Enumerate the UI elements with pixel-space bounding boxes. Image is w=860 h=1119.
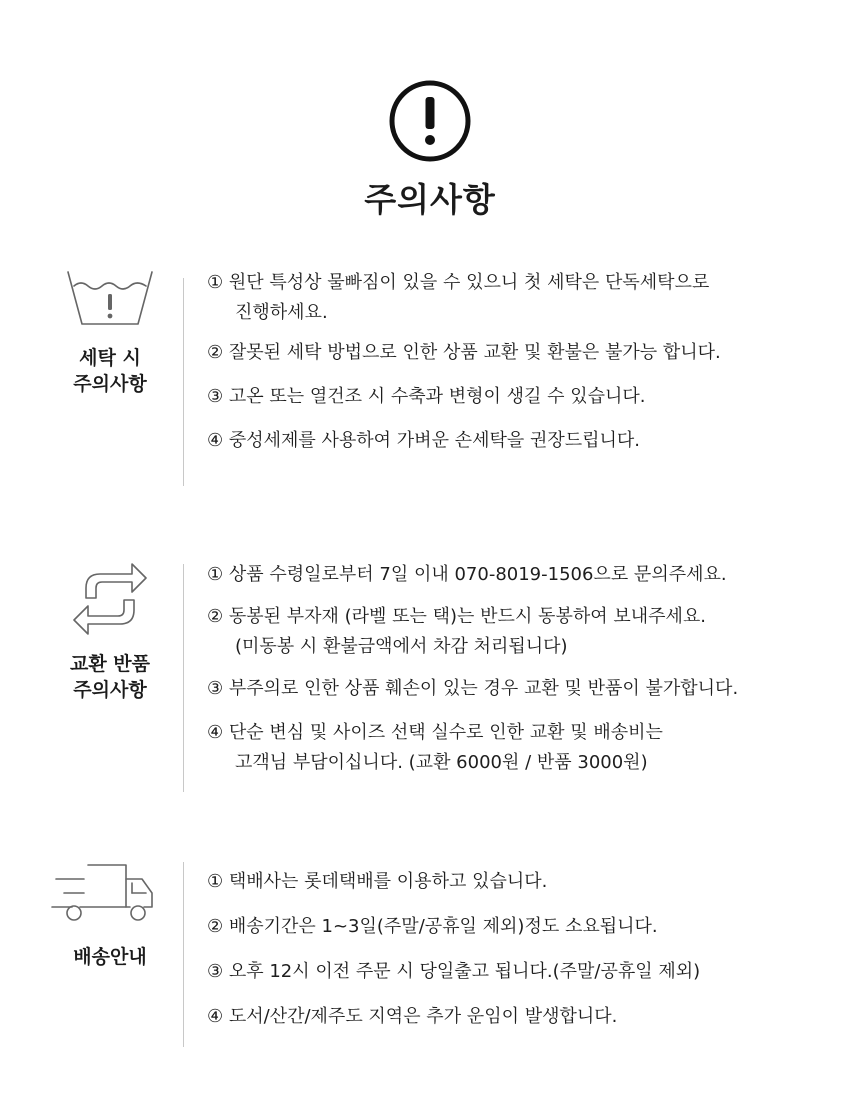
list-item: ③ 오후 12시 이전 주문 시 당일출고 됩니다.(주말/공휴일 제외) — [207, 961, 701, 982]
exchange-section — [0, 560, 860, 800]
list-item: ③ 고온 또는 열건조 시 수축과 변형이 생길 수 있습니다. — [207, 386, 646, 407]
page-header — [0, 78, 860, 221]
list-item: ④ 도서/산간/제주도 지역은 추가 운임이 발생합니다. — [207, 1006, 618, 1027]
list-item: ② 배송기간은 1~3일(주말/공휴일 제외)정도 소요됩니다. — [207, 916, 658, 937]
page-title: 주의사항 — [364, 180, 496, 219]
shipping-section-label: 배송안내 — [73, 946, 147, 968]
exchange-arrows-icon — [50, 560, 170, 638]
washing-section — [0, 268, 860, 498]
washing-basin-icon — [50, 268, 170, 328]
list-item: ① 원단 특성상 물빠짐이 있을 수 있으니 첫 세탁은 단독세탁으로 진행하세요. — [207, 272, 710, 323]
exchange-divider — [183, 564, 184, 792]
list-item: ③ 부주의로 인한 상품 훼손이 있는 경우 교환 및 반품이 불가합니다. — [207, 678, 739, 699]
shipping-divider — [183, 862, 184, 1047]
shipping-list — [207, 867, 840, 1032]
washing-divider — [183, 278, 184, 486]
list-item: ② 동봉된 부자재 (라벨 또는 택)는 반드시 동봉하여 보내주세요. (미동봉 시 환불금액에서 차감 처리됩니다) — [207, 606, 706, 657]
list-item: ① 택배사는 롯데택배를 이용하고 있습니다. — [207, 871, 548, 892]
washing-list — [207, 268, 840, 456]
list-item: ④ 중성세제를 사용하여 가벼운 손세탁을 권장드립니다. — [207, 430, 641, 451]
exchange-section-label: 교환 반품 주의사항 — [69, 653, 151, 701]
list-item: ② 잘못된 세탁 방법으로 인한 상품 교환 및 환불은 불가능 합니다. — [207, 342, 721, 363]
exclamation-circle-icon — [387, 78, 473, 164]
washing-section-label: 세탁 시 주의사항 — [73, 347, 147, 395]
list-item: ① 상품 수령일로부터 7일 이내 070-8019-1506으로 문의주세요. — [207, 564, 727, 585]
delivery-truck-icon — [50, 857, 170, 927]
exchange-list — [207, 560, 840, 778]
list-item: ④ 단순 변심 및 사이즈 선택 실수로 인한 교환 및 배송비는 고객님 부담이십니다. (교환 6000원 / 반품 3000원) — [207, 722, 663, 773]
shipping-section — [0, 867, 860, 1052]
